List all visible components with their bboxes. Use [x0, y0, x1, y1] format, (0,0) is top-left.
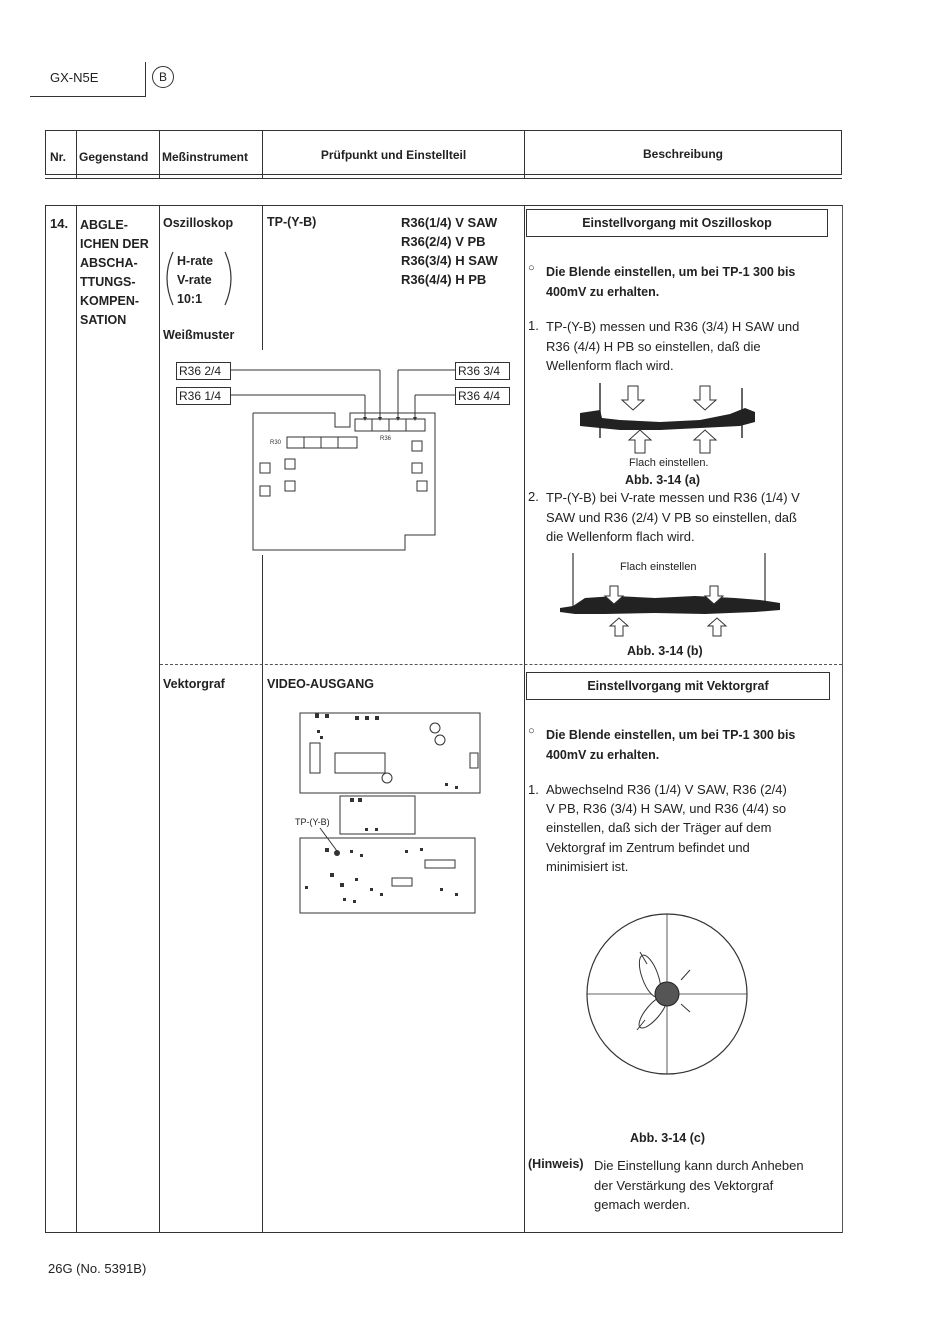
osz-step2: TP-(Y-B) bei V-rate messen und R36 (1/4) V SAW und R36 (2/4) V PB so einstellen, daß die Wellenform flach wird.	[546, 490, 800, 544]
osz-step1-num: 1.	[528, 318, 539, 333]
vek-procedure-title: Einstellvorgang mit Vektorgraf	[526, 672, 830, 700]
label-r36-1-4: R36 1/4	[176, 387, 231, 405]
osz-step1: TP-(Y-B) messen und R36 (3/4) H SAW und R36 (4/4) H PB so einstellen, daß die Wellenform flach wird.	[546, 319, 800, 373]
fig-a-label: Abb. 3-14 (a)	[625, 473, 701, 487]
bullet-circle-1: ○	[528, 262, 535, 274]
waveform-figure-a	[580, 378, 760, 463]
adjustment-list: R36(1/4) V SAW R36(2/4) V PB R36(3/4) H SAW R36(4/4) H PB	[401, 215, 498, 287]
header-beschreibung: Beschreibung	[642, 147, 723, 161]
model-label: GX-N5E	[50, 70, 99, 85]
label-r36-3-4: R36 3/4	[455, 362, 510, 380]
hinweis-text: Die Einstellung kann durch Anheben der Verstärkung des Vektorgraf gemach werden.	[594, 1158, 804, 1212]
row-number: 14.	[50, 216, 69, 231]
header-gegenstand: Gegenstand	[79, 150, 149, 164]
fig-b-label: Abb. 3-14 (b)	[627, 644, 703, 658]
video-ausgang: VIDEO-AUSGANG	[267, 677, 374, 691]
osz-procedure-title: Einstellvorgang mit Oszilloskop	[526, 209, 828, 237]
header-nr: Nr.	[50, 150, 67, 164]
label-r36-2-4: R36 2/4	[176, 362, 231, 380]
osz-bullet: Die Blende einstellen, um bei TP-1 300 bis 400mV zu erhalten.	[546, 265, 796, 299]
instrument-weissmuster: Weißmuster	[163, 328, 235, 342]
vek-step1: Abwechselnd R36 (1/4) V SAW, R36 (2/4) V PB, R36 (3/4) H SAW, und R36 (4/4) so einstellen, daß sich der Träger auf dem Vektorgraf im Zentrum befindet und minimisiert ist.	[546, 782, 787, 874]
language-mark	[152, 66, 174, 88]
fig-a-caption: Flach einstellen.	[629, 457, 709, 469]
pcb-r30-label: R30	[270, 440, 282, 446]
vek-bullet: Die Blende einstellen, um bei TP-1 300 bis 400mV zu erhalten.	[546, 728, 796, 762]
language-mark-text: B	[158, 70, 167, 84]
vectorscope-figure-c	[585, 912, 755, 1082]
instrument-vektorgraf: Vektorgraf	[163, 677, 225, 691]
header-underline	[30, 96, 146, 97]
label-r36-4-4: R36 4/4	[455, 387, 510, 405]
fig-b-caption: Flach einstellen	[620, 561, 697, 573]
fig-c-label: Abb. 3-14 (c)	[630, 1131, 706, 1145]
pcb-r36-label: R36	[380, 436, 392, 442]
instrument-params: H-rate V-rate 10:1	[177, 254, 214, 306]
instrument-oszilloskop: Oszilloskop	[163, 216, 234, 230]
test-point: TP-(Y-B)	[267, 215, 317, 229]
bullet-circle-2: ○	[528, 725, 535, 737]
hinweis-label: (Hinweis)	[528, 1157, 584, 1171]
item-name: ABGLE- ICHEN DER ABSCHA- TTUNGS- KOMPEN- SATION	[80, 218, 149, 327]
header-messinstrument: Meßinstrument	[162, 150, 249, 164]
osz-step2-num: 2.	[528, 489, 539, 504]
tp-y-b-label: TP-(Y-B)	[295, 817, 330, 827]
pcb-diagram-1	[170, 355, 520, 560]
section-divider	[160, 664, 842, 665]
page-footer: 26G (No. 5391B)	[48, 1261, 147, 1276]
vek-step1-num: 1.	[528, 782, 539, 797]
pcb-diagram-2	[295, 708, 495, 918]
header-pruefpunkt: Prüfpunkt und Einstellteil	[320, 148, 467, 162]
header-divider	[145, 62, 146, 97]
